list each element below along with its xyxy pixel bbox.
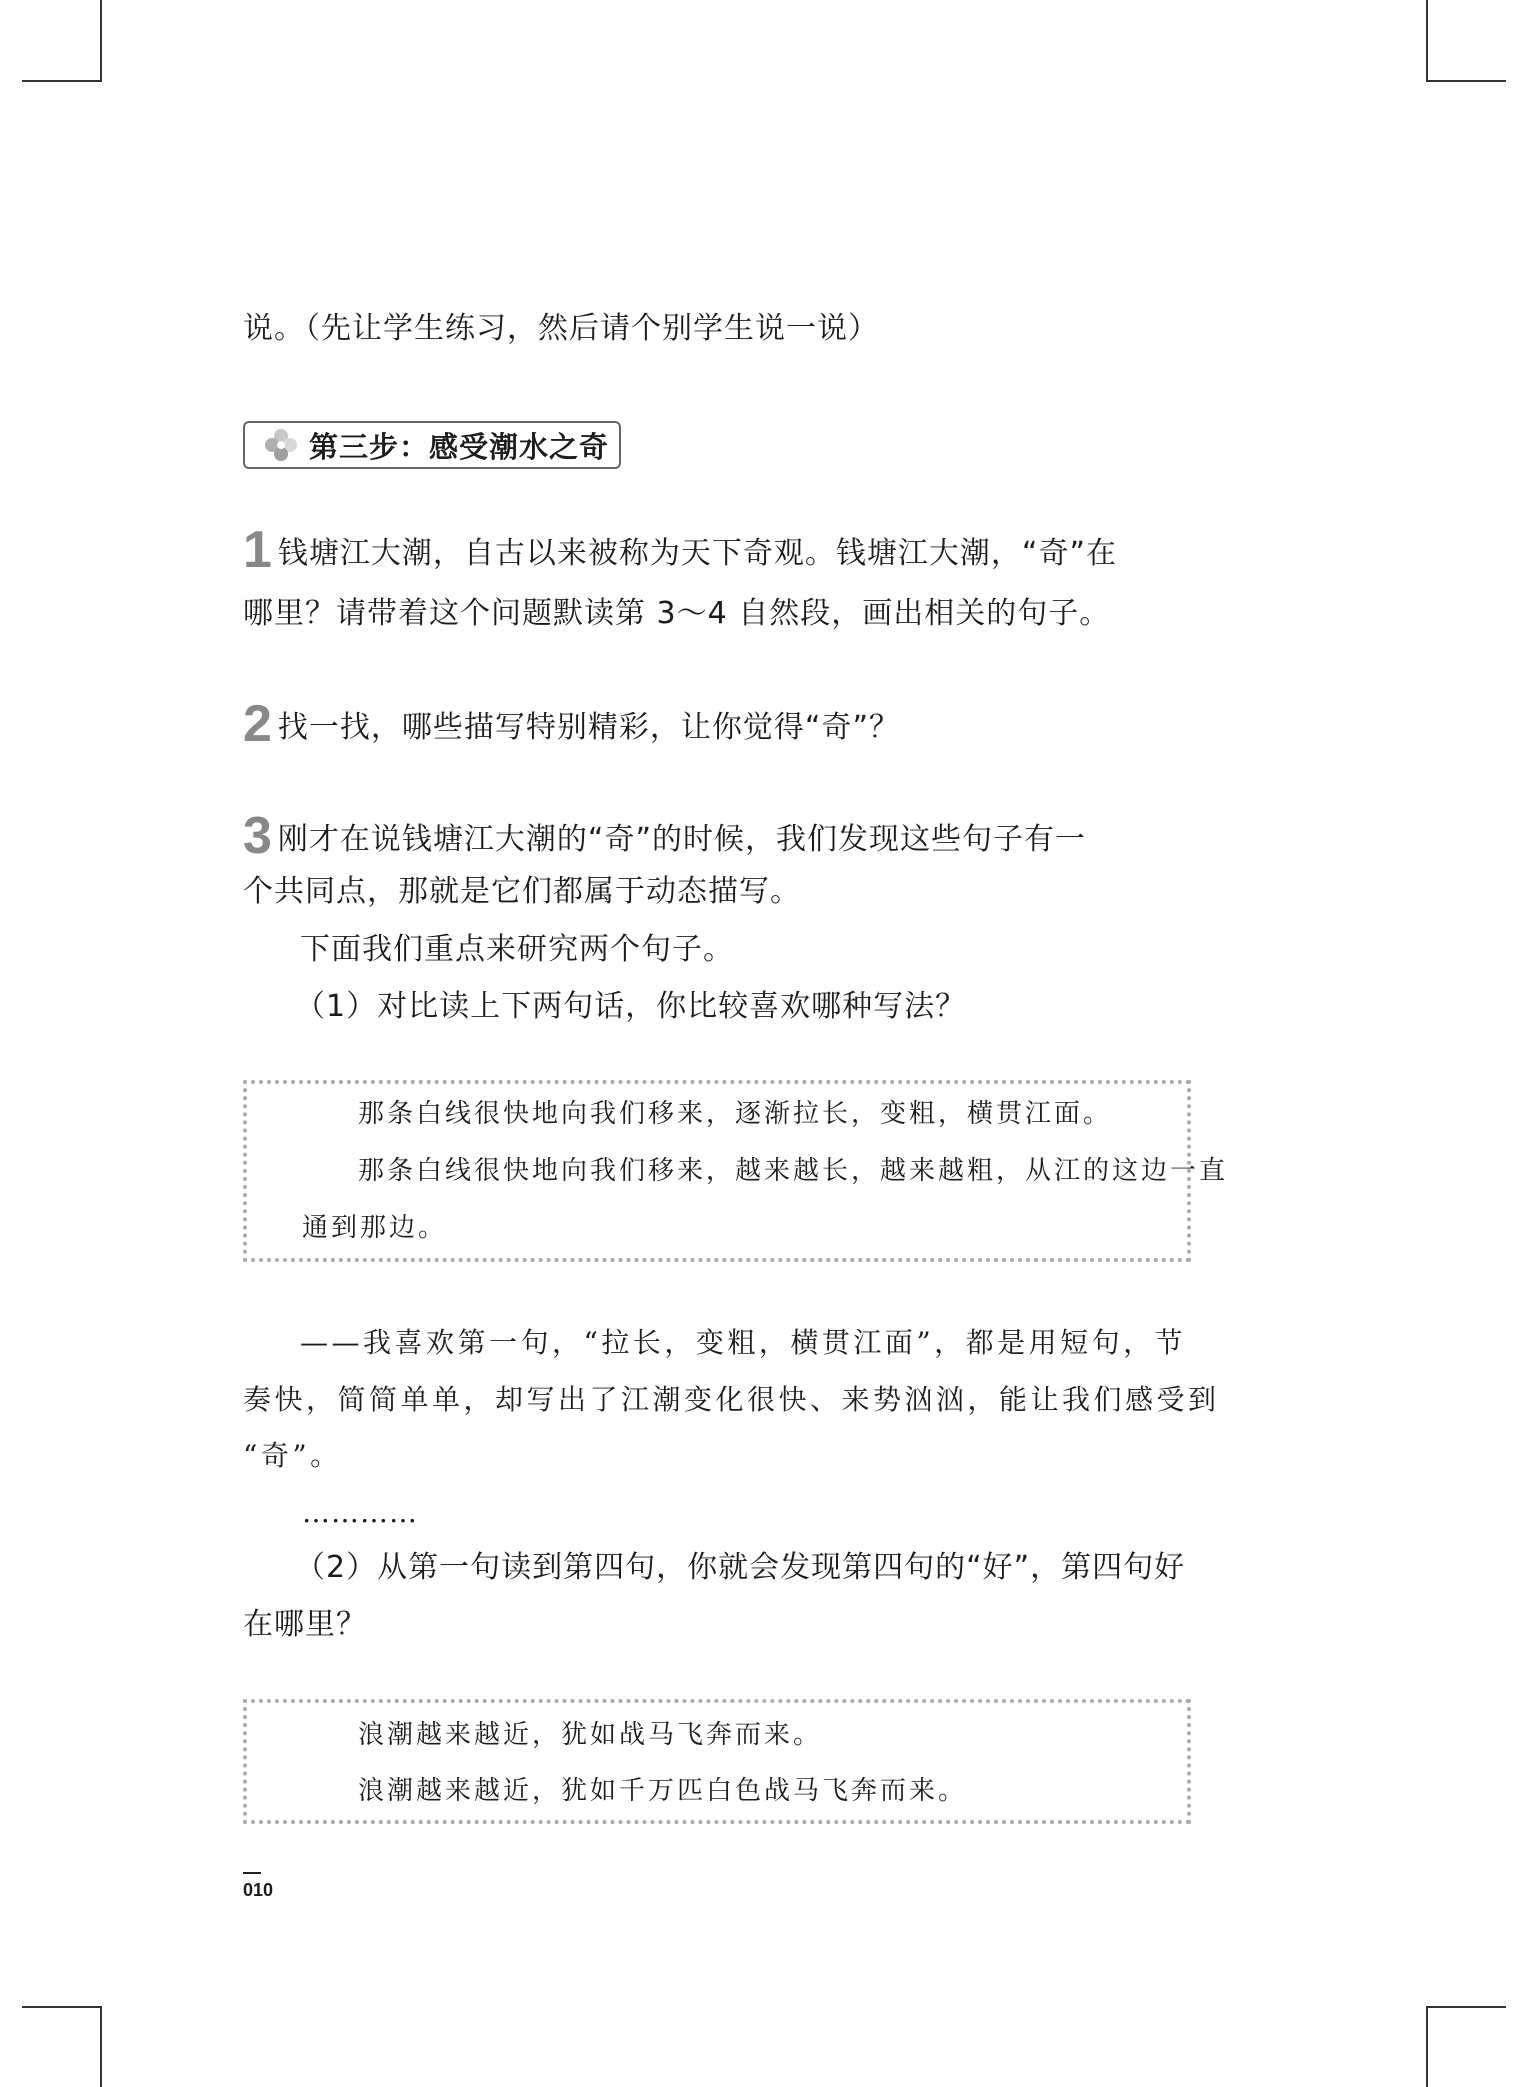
- crop-mark: [1426, 80, 1506, 82]
- quote-2-line1: 浪潮越来越近，犹如战马飞奔而来。: [358, 1720, 823, 1750]
- item-3: [243, 807, 1191, 865]
- item-text: 找一找，哪些描写特别精彩，让你觉得“奇”？: [277, 710, 901, 745]
- answer-line2: 奏快，简简单单，却写出了江潮变化很快、来势汹汹，能让我们感受到: [243, 1383, 1220, 1416]
- page-number-rule: [243, 1872, 261, 1874]
- crop-mark: [22, 80, 102, 82]
- item-number: 1: [243, 521, 272, 579]
- answer-line3: “奇”。: [243, 1439, 342, 1472]
- crop-mark: [100, 2006, 102, 2087]
- step-title: 第三步：感受潮水之奇: [309, 429, 610, 464]
- continuation-text: 说。（先让学生练习，然后请个别学生说一说）: [243, 311, 879, 346]
- question-2-line2: 在哪里？: [243, 1607, 367, 1642]
- question-2-line1: （2）从第一句读到第四句，你就会发现第四句的“好”，第四句好: [295, 1550, 1186, 1585]
- quote-1-line2: 那条白线很快地向我们移来，越来越长，越来越粗，从江的这边一直: [358, 1156, 1229, 1186]
- step-heading: [243, 421, 621, 469]
- crop-mark: [1426, 2006, 1428, 2087]
- item-2: [243, 695, 1191, 753]
- quote-1-line1: 那条白线很快地向我们移来，逐渐拉长，变粗，横贯江面。: [358, 1099, 1113, 1129]
- crop-mark: [1426, 0, 1428, 82]
- quote-1-line3: 通到那边。: [302, 1213, 448, 1243]
- intro-text: 下面我们重点来研究两个句子。: [300, 932, 734, 967]
- item-number: 2: [243, 695, 272, 753]
- ellipsis: …………: [302, 1496, 418, 1529]
- crop-mark: [22, 2006, 102, 2008]
- item-1: [243, 521, 1191, 579]
- item-3-line2: 个共同点，那就是它们都属于动态描写。: [243, 874, 801, 909]
- item-text: 钱塘江大潮，自古以来被称为天下奇观。钱塘江大潮，“奇”在: [277, 536, 1118, 571]
- answer-line1: ——我喜欢第一句，“拉长，变粗，横贯江面”，都是用短句，节: [300, 1326, 1187, 1359]
- crop-mark: [100, 0, 102, 82]
- question-1: （1）对比读上下两句话，你比较喜欢哪种写法？: [295, 989, 967, 1024]
- item-1-line2: 哪里？请带着这个问题默读第 3～4 自然段，画出相关的句子。: [243, 596, 1111, 631]
- item-number: 3: [243, 807, 272, 865]
- quote-2-line2: 浪潮越来越近，犹如千万匹白色战马飞奔而来。: [358, 1776, 968, 1806]
- page-number: 010: [243, 1880, 274, 1900]
- item-text: 刚才在说钱塘江大潮的“奇”的时候，我们发现这些句子有一: [277, 822, 1087, 857]
- flower-icon: [263, 427, 299, 463]
- crop-mark: [1426, 2006, 1506, 2008]
